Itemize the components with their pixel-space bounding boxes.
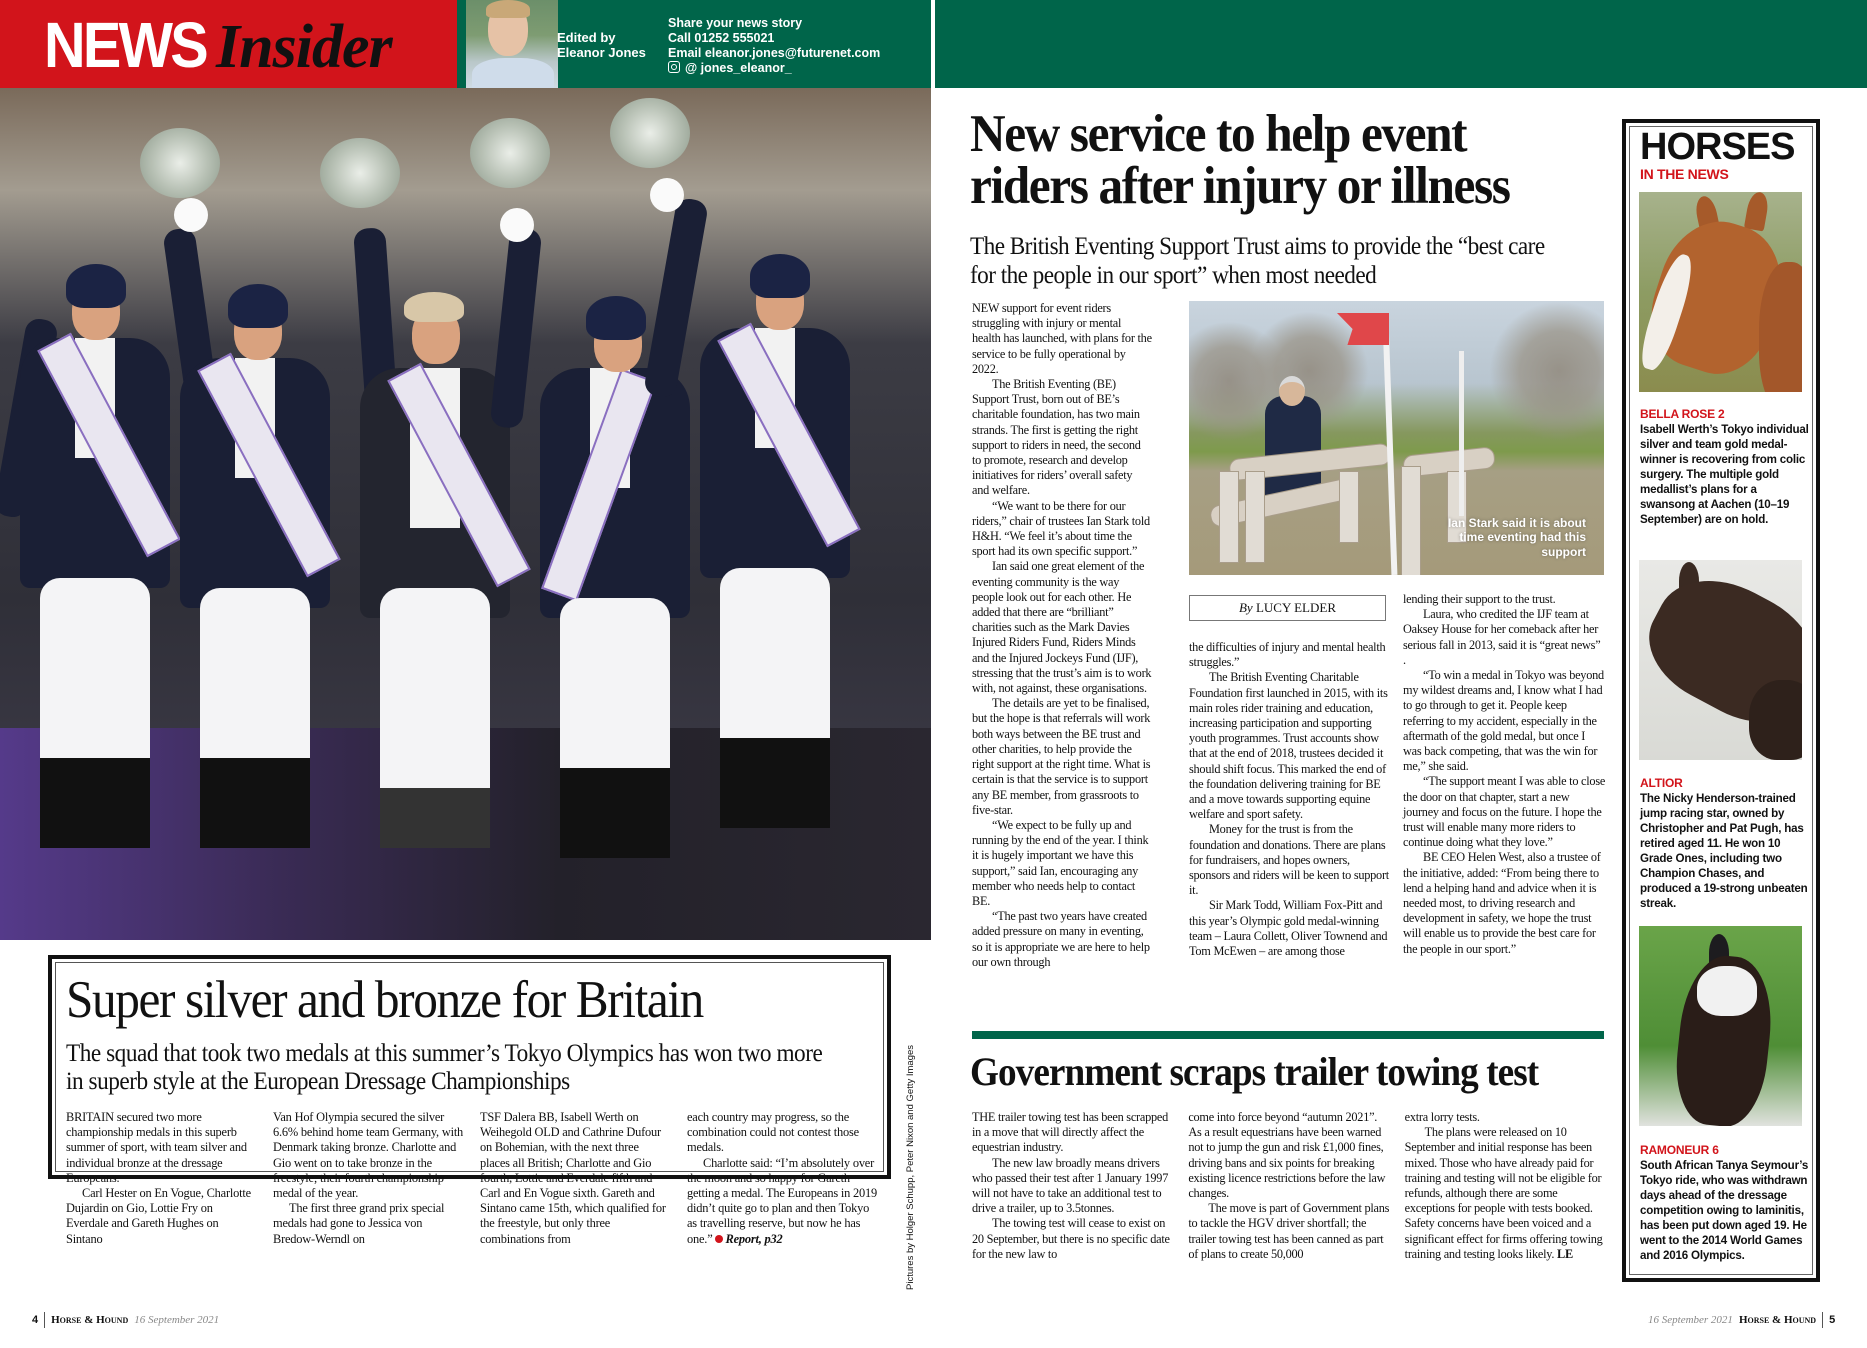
- horse-news-text: Isabell Werth’s Tokyo individual silver and team gold medal-winner is recovering from colic surgery. The multiple gold medallist’s plans for a swansong at Aachen (10–19 September) are on hold.: [1640, 423, 1809, 526]
- ian-stark-photo: [1189, 301, 1604, 575]
- left-story-column-3: [480, 1110, 671, 1247]
- section-divider: [972, 1031, 1604, 1039]
- bella-rose-photo: [1639, 192, 1802, 392]
- paragraph: The new law broadly means drivers who passed their test after 1 January 1997 will not have to take an additional test to drive a trailer, up to 3.5tonnes.: [972, 1155, 1169, 1216]
- altior-photo: [1639, 560, 1802, 760]
- right-story-column-3: [1403, 592, 1606, 957]
- paragraph: extra lorry tests.: [1404, 1110, 1480, 1124]
- paragraph: come into force beyond “autumn 2021”. As a result equestrians have been warned not to jump the gun and risk £1,000 fines, driving bans and six points for breaking existing licence restrictions before the law changes.: [1188, 1110, 1386, 1201]
- towing-column-1: [972, 1110, 1174, 1262]
- towing-column-2: [1188, 1110, 1390, 1262]
- horse-news-text: The Nicky Henderson-trained jump racing star, owned by Christopher and Pat Pugh, has retired aged 11. He won 10 Grade Ones, including two Champion Chases, and produced a 19-strong unbeaten streak.: [1640, 792, 1808, 910]
- share-instagram[interactable]: [668, 61, 880, 76]
- horse-name: BELLA ROSE 2: [1640, 407, 1725, 421]
- report-link[interactable]: Report, p32: [725, 1231, 783, 1246]
- paragraph: Ian said one great element of the eventing community is the way people look out for each other. He added that there are “brilliant” charities such as the Mark Davies Injured Riders Fund, Riders Minds and the Injured Jockeys Fund (IJF), stressing that the trust’s aim is to work with, not against, these organisations.: [972, 559, 1152, 696]
- paragraph: TSF Dalera BB, Isabell Werth on Weihegold OLD and Cathrine Dufour on Bohemian, with the next three places all British; Charlotte and Gio fourth, Lottie and Everdale fifth and Carl and En Vogue sixth. Gareth and Sintano came 15th, which qualified for the freestyle, but only three combinations from: [480, 1110, 666, 1246]
- footer-brand: Horse & Hound: [51, 1314, 129, 1326]
- paragraph: Carl Hester on En Vogue, Charlotte Dujardin on Gio, Lottie Fry on Everdale and Gareth Hughes on Sintano: [66, 1186, 251, 1246]
- photo-credit: [895, 1030, 915, 1290]
- left-story-body: [66, 1110, 878, 1247]
- logo-news-text: NEWS: [44, 9, 206, 81]
- logo-insider-text: Insider: [216, 13, 392, 81]
- paragraph-text: The plans were released on 10 September and initial response has been mixed. Those who have already paid for training and testing will not be eligible for refunds, although there are some exceptions for people with tests booked. Safety concerns have been voiced and a significant effect for firms offering towing training and testing looks likely.: [1404, 1125, 1603, 1261]
- left-story-column-1: [66, 1110, 257, 1247]
- left-story-column-2: [273, 1110, 464, 1247]
- sidebar-entry-ramoneur: [1640, 1143, 1810, 1263]
- paragraph: [1405, 1125, 1607, 1262]
- paragraph: Sir Mark Todd, William Fox-Pitt and this year’s Olympic gold medal-winning team – Laura Collett, Oliver Townend and Tom McEwen – are among those: [1189, 898, 1388, 959]
- horse-name: RAMONEUR 6: [1640, 1143, 1719, 1157]
- paragraph: The move is part of Government plans to tackle the HGV driver shortfall; the trailer towing test has been canned as part of plans to create 50,000: [1188, 1201, 1390, 1261]
- page-number: 4: [32, 1314, 39, 1326]
- page-number: 5: [1829, 1314, 1836, 1326]
- header-green-band-right: [935, 0, 1867, 88]
- paragraph: “The support meant I was able to close the door on that chapter, start a new journey and focus on the future. I hope the trust will enable many more riders to continue doing what they love.”: [1403, 774, 1606, 850]
- ramoneur-photo: [1639, 926, 1802, 1126]
- right-story-column-1: [972, 301, 1152, 970]
- right-story-column-2: [1189, 640, 1389, 959]
- paragraph: Laura, who credited the IJF team at Oaksey House for her comeback after her serious fall in 2013, said it is “great news” .: [1403, 607, 1601, 667]
- towing-story-body: [972, 1110, 1607, 1262]
- paragraph: NEW support for event riders struggling with injury or mental health has launched, with plans for the service to be fully operational by 2022.: [972, 301, 1152, 376]
- towing-story-headline: Government scraps trailer towing test: [970, 1049, 1539, 1094]
- share-email[interactable]: Email eleanor.jones@futurenet.com: [668, 46, 881, 60]
- paragraph: The British Eventing Charitable Foundation first launched in 2015, with its main roles rider training and education, increasing participation and supporting youth programmes. Trust accounts show that at the end of 2018, trustees decided it should shift focus. This marked the end of the foundation delivering training for BE and a move towards supporting equine welfare and sport safety.: [1189, 670, 1388, 822]
- share-phone: Call 01252 555021: [668, 31, 775, 45]
- towing-column-3: [1405, 1110, 1607, 1262]
- paragraph: The details are yet to be finalised, but the hope is that referrals will work both ways between the BE trust and other charities, to help provide the right support at the right time. What is certain is that the service is to support any BE member, from grassroots to five-star.: [972, 696, 1151, 817]
- footer-brand: Horse & Hound: [1738, 1314, 1817, 1326]
- signoff: LE: [1557, 1246, 1573, 1261]
- share-news-contact: [668, 16, 880, 76]
- paragraph: The first three grand prix special medals had gone to Jessica von Bredow-Werndl on: [273, 1201, 445, 1246]
- footer-left: [32, 1312, 219, 1328]
- left-story-column-4: [687, 1110, 878, 1247]
- paragraph: lending their support to the trust.: [1403, 592, 1556, 606]
- paragraph: [687, 1156, 878, 1247]
- share-title: Share your news story: [668, 16, 803, 30]
- sidebar-title: HORSES: [1640, 126, 1795, 168]
- paragraph: The British Eventing (BE) Support Trust, born out of BE’s charitable foundation, has two main strands. The first is getting the right support to riders in need, the second to promote, research and develop initiatives for riders’ overall safety and welfare.: [972, 377, 1141, 498]
- paragraph: Money for the trust is from the foundation and donations. There are plans for fundraisers, and hopes owners, sponsors and riders will be keen to support it.: [1189, 822, 1389, 898]
- sidebar-entry-bella-rose: [1640, 407, 1810, 527]
- paragraph: each country may progress, so the combination could not contest those medals.: [687, 1110, 859, 1155]
- left-story-standfirst: The squad that took two medals at this summer’s Tokyo Olympics has won two more in superb style at the European Dressage Championships: [66, 1040, 823, 1095]
- instagram-icon: [668, 61, 680, 73]
- byline-prefix: By: [1238, 600, 1253, 615]
- paragraph: “To win a medal in Tokyo was beyond my wildest dreams and, I know what I had to go through to get it. People keep referring to my accident, especially in the aftermath of the gold medal, but once I was back competing, that was the win for me,” she said.: [1403, 668, 1604, 774]
- left-story-headline: Super silver and bronze for Britain: [66, 971, 703, 1029]
- sidebar-subtitle: IN THE NEWS: [1640, 166, 1729, 182]
- editor-name: Eleanor Jones: [557, 45, 646, 60]
- edited-by-label: Edited by: [557, 30, 616, 45]
- paragraph: THE trailer towing test has been scrapped in a move that will directly affect the equestrian industry.: [972, 1110, 1168, 1155]
- byline: [1189, 595, 1386, 621]
- paragraph: “We want to be there for our riders,” chair of trustees Ian Stark told H&H. “We feel it’s about time the sport had its own specific support.”: [972, 498, 1150, 559]
- footer-divider: [44, 1312, 45, 1328]
- footer-right: [1648, 1312, 1835, 1328]
- paragraph: BRITAIN secured two more championship medals in this superb summer of sport, with team silver and individual bronze at the dressage Europeans.: [66, 1110, 247, 1185]
- paragraph-text: Charlotte said: “I’m absolutely over the moon and so happy for Gareth getting a medal. The Europeans in 2019 didn’t quite go to plan and then Tokyo as travelling reserve, but now he has one.”: [687, 1155, 878, 1246]
- horse-news-text: South African Tanya Seymour’s Tokyo ride, who was withdrawn days ahead of the dressage competition owing to laminitis, has been put down aged 19. He went to the 2014 World Games and 2016 Olympics.: [1640, 1159, 1809, 1262]
- horse-name: ALTIOR: [1640, 776, 1683, 790]
- dressage-team-photo: [0, 88, 931, 940]
- footer-date: 16 September 2021: [1648, 1314, 1733, 1326]
- paragraph: The towing test will cease to exist on 20 September, but there is no specific date for the new law to: [972, 1216, 1170, 1261]
- footer-divider: [1822, 1312, 1823, 1328]
- byline-name: LUCY ELDER: [1255, 600, 1336, 615]
- instagram-handle[interactable]: @ jones_eleanor_: [685, 61, 792, 75]
- paragraph: BE CEO Helen West, also a trustee of the initiative, added: “From being there to lend a helping hand and advice when it is needed most, to driving research and development in safety, we hope the trust will enable us to provide the best care for the people in our sport.”: [1403, 850, 1601, 956]
- paragraph: the difficulties of injury and mental health struggles.”: [1189, 640, 1386, 670]
- paragraph: “We expect to be fully up and running by the end of the year. I think it is hugely important we have this support,” said Ian, encouraging any member who needs help to contact BE.: [972, 817, 1149, 908]
- photo-caption: Ian Stark said it is about time eventing had this support: [1447, 515, 1586, 559]
- sidebar-entry-altior: [1640, 776, 1810, 911]
- paragraph: “The past two years have created added pressure on many in eventing, so it is appropriate we are here to help our own through: [972, 909, 1150, 969]
- photo-credit-text: Pictures by Holger Schupp, Peter Nixon and Getty Images: [905, 1044, 916, 1290]
- right-story-headline: New service to help event riders after injury or illness: [970, 105, 1510, 215]
- edited-by: [557, 30, 646, 60]
- paragraph: Van Hof Olympia secured the silver 6.6% behind home team Germany, with Denmark taking bronze. Charlotte and Gio went on to take bronze in the freestyle; their fourth championship medal of the year.: [273, 1110, 464, 1201]
- news-insider-logo: [44, 10, 392, 80]
- footer-date: 16 September 2021: [134, 1314, 220, 1326]
- editor-photo: [466, 0, 558, 88]
- end-dot-icon: [715, 1235, 723, 1243]
- right-story-standfirst: The British Eventing Support Trust aims to provide the “best care for the people in our sport” when most needed: [970, 233, 1545, 289]
